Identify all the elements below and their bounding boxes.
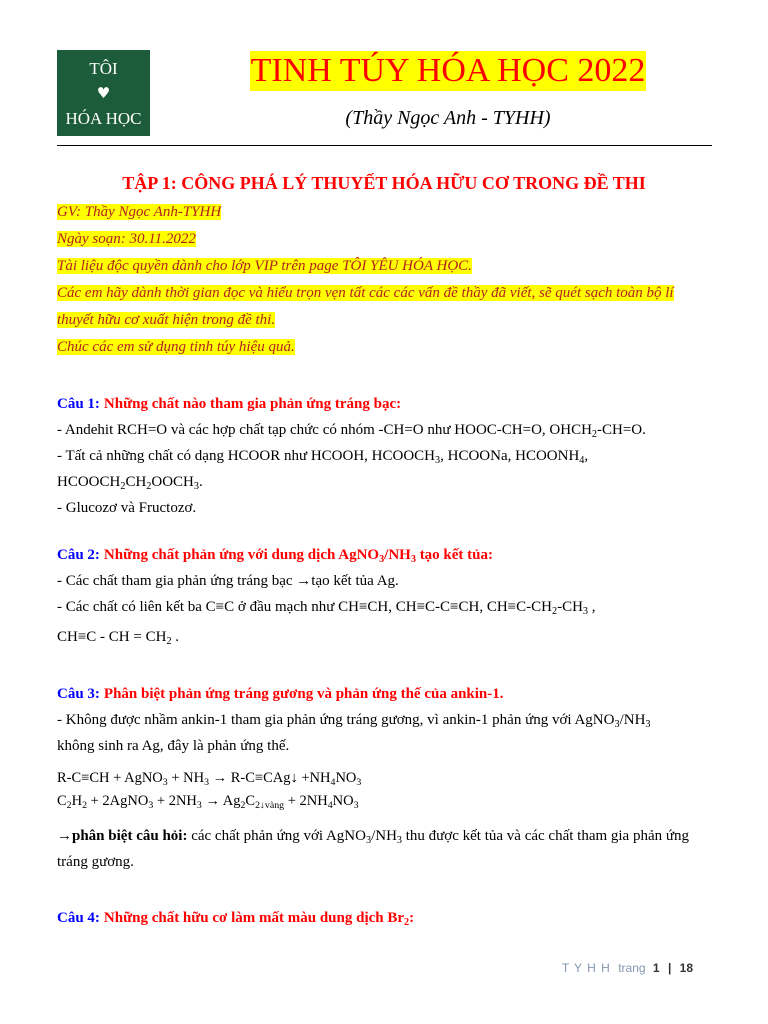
text-run: C (57, 793, 67, 809)
body-line (57, 849, 747, 875)
intro-line (57, 307, 747, 334)
question-label: Câu 2: (57, 547, 100, 563)
subscript: 3 (193, 481, 199, 493)
highlighted-intro-text: Ngày soạn: 30.11.2022 (57, 231, 196, 247)
body-line (57, 495, 747, 521)
text-run: Những chất hữu cơ làm mất màu dung dịch Br (103, 910, 405, 926)
question-heading (57, 391, 747, 417)
question-heading (57, 681, 747, 707)
footer-page-word: trang (618, 961, 646, 975)
question-title (104, 686, 504, 702)
text-run: - Glucozơ và Fructozơ. (57, 500, 197, 516)
subscript: 4 (330, 777, 336, 789)
text-run: + 2NH (284, 793, 328, 809)
chemical-equation (57, 790, 747, 813)
question-heading (57, 905, 747, 931)
subscript: 2↓vàng (255, 800, 285, 812)
body-line (57, 594, 747, 620)
text-run: các chất phản ứng với AgNO (187, 828, 366, 844)
question-label: Câu 3: (57, 686, 100, 702)
subscript: 3 (645, 719, 651, 731)
body-line (57, 417, 747, 443)
subscript: 3 (162, 777, 168, 789)
page-footer (562, 960, 693, 976)
text-run: HCOOCH (57, 474, 121, 490)
intro-line (57, 253, 747, 280)
text-run: - Các chất tham gia phản ứng tráng bạc →tạo kết tủa Ag. (57, 573, 399, 589)
text-run: tráng gương. (57, 854, 134, 870)
body-line (57, 568, 747, 594)
text-run: NO (332, 793, 354, 809)
document-subtitle: (Thầy Ngọc Anh - TYHH) (345, 107, 551, 129)
subscript: 3 (379, 554, 385, 566)
body-line (57, 733, 747, 759)
text-run: + 2AgNO (87, 793, 149, 809)
question-heading (57, 542, 747, 568)
text-run: : (409, 910, 415, 926)
question-block (57, 681, 747, 875)
question-block (57, 905, 747, 931)
subscript: 2 (551, 606, 558, 618)
document-body (57, 199, 747, 931)
title-container (168, 51, 728, 91)
footer-brand: T Y H H (561, 961, 611, 975)
subscript: 4 (579, 455, 585, 467)
text-run: . (198, 474, 203, 490)
subscript: 2 (146, 481, 152, 493)
text-run: thu được kết tủa và các chất tham gia phản ứng (402, 828, 690, 844)
question-label: Câu 4: (57, 910, 100, 926)
body-line (57, 823, 747, 849)
text-run: - Không được nhầm ankin-1 tham gia phản ứng tráng gương, vì ankin-1 phản ứng với AgNO (57, 712, 615, 728)
body-line (57, 443, 747, 469)
text-run: , HCOONa, HCOONH (440, 448, 580, 464)
text-run: , (584, 448, 589, 464)
text-run: H (71, 793, 83, 809)
heart-icon: ♥ (96, 83, 111, 102)
subscript: 2 (591, 429, 597, 441)
body-line (57, 469, 747, 495)
highlighted-intro-text: thuyết hữu cơ xuất hiện trong đề thi. (57, 312, 276, 328)
bold-text: →phân biệt câu hỏi: (57, 828, 188, 844)
highlighted-intro-text: Chúc các em sử dụng tinh túy hiệu quả. (57, 339, 295, 355)
text-run: /NH (384, 547, 411, 563)
body-line (57, 707, 747, 733)
highlighted-intro-text: GV: Thầy Ngọc Anh-TYHH (57, 204, 222, 220)
text-run: . (171, 629, 180, 645)
text-run: /NH (371, 828, 397, 844)
subscript: 3 (196, 800, 202, 812)
subscript: 3 (353, 800, 359, 812)
text-run: - Tất cả những chất có dạng HCOOR như HCOOH, HCOOCH (57, 448, 436, 464)
header-divider (57, 145, 712, 146)
intro-block (57, 199, 747, 361)
text-run: -CH (557, 599, 583, 615)
formula-line (57, 624, 747, 650)
subscript: 2 (66, 800, 72, 812)
text-run: Những chất phản ứng với dung dịch AgNO (103, 547, 380, 563)
subscript: 3 (356, 777, 362, 789)
text-run: → Ag (201, 793, 241, 809)
logo-text-top: TÔI (89, 58, 118, 78)
logo-text-bottom: HÓA HỌC (65, 108, 142, 128)
subscript: 2 (404, 917, 410, 929)
subscript: 3 (396, 835, 402, 847)
text-run: Phân biệt phản ứng tráng gương và phản ứng thế của ankin-1. (103, 686, 504, 702)
subscript: 3 (582, 606, 589, 618)
intro-line (57, 199, 747, 226)
intro-line (57, 280, 747, 307)
subscript: 3 (410, 554, 416, 566)
chemical-equation (57, 767, 747, 790)
text-run: CH≡C - CH = CH (57, 629, 167, 645)
footer-page-number: 1 (652, 961, 660, 975)
subscript: 2 (166, 636, 172, 648)
subscript: 3 (435, 455, 441, 467)
text-run: Những chất nào tham gia phản ứng tráng bạc: (103, 396, 402, 412)
text-run: → R-C≡CAg↓ +NH (209, 770, 331, 786)
text-run: - Andehit RCH=O và các hợp chất tạp chức có nhóm -CH=O như HOOC-CH=O, OHCH (57, 422, 592, 438)
section-title: TẬP 1: CÔNG PHÁ LÝ THUYẾT HÓA HỮU CƠ TRONG ĐỀ THI (122, 173, 646, 193)
text-run: không sinh ra Ag, đây là phản ứng thế. (57, 738, 290, 754)
highlighted-intro-text: Tài liệu độc quyền dành cho lớp VIP trên page TÔI YÊU HÓA HỌC. (57, 258, 472, 274)
text-run: + 2NH (153, 793, 197, 809)
question-label: Câu 1: (57, 396, 100, 412)
text-run: + NH (167, 770, 205, 786)
intro-line (57, 334, 747, 361)
subscript: 3 (614, 719, 620, 731)
subscript: 2 (120, 481, 126, 493)
text-run: C (245, 793, 256, 809)
subscript: 4 (327, 800, 333, 812)
questions-list (57, 391, 747, 931)
text-run: , (588, 599, 596, 615)
subscript: 2 (240, 800, 246, 812)
text-run: /NH (619, 712, 646, 728)
text-run: NO (335, 770, 357, 786)
subscript: 2 (82, 800, 87, 812)
document-title: TINH TÚY HÓA HỌC 2022 (250, 52, 646, 89)
highlighted-intro-text: Các em hãy dành thời gian đọc và hiểu trọn vẹn tất các các vấn đề thầy đã viết, sẽ quét sạch toàn bộ lí (57, 285, 674, 301)
question-title (103, 910, 415, 929)
footer-page-total: 18 (679, 961, 693, 975)
brand-logo (57, 50, 150, 136)
text-run: -CH=O. (597, 422, 646, 438)
text-run: - Các chất có liên kết ba C≡C ở đầu mạch như CH≡CH, CH≡C-C≡CH, CH≡C-CH (57, 599, 552, 615)
question-block (57, 391, 747, 521)
question-title (104, 396, 401, 412)
text-run: OOCH (151, 474, 194, 490)
text-run: R-C≡CH + AgNO (57, 770, 163, 786)
text-run: tạo kết tủa: (415, 547, 494, 563)
subscript: 3 (365, 835, 372, 847)
question-block (57, 542, 747, 650)
footer-separator: | (667, 961, 672, 975)
subscript: 3 (148, 800, 154, 812)
intro-line (57, 226, 747, 253)
subscript: 3 (204, 777, 210, 789)
question-title (103, 547, 494, 566)
text-run: CH (125, 474, 147, 490)
